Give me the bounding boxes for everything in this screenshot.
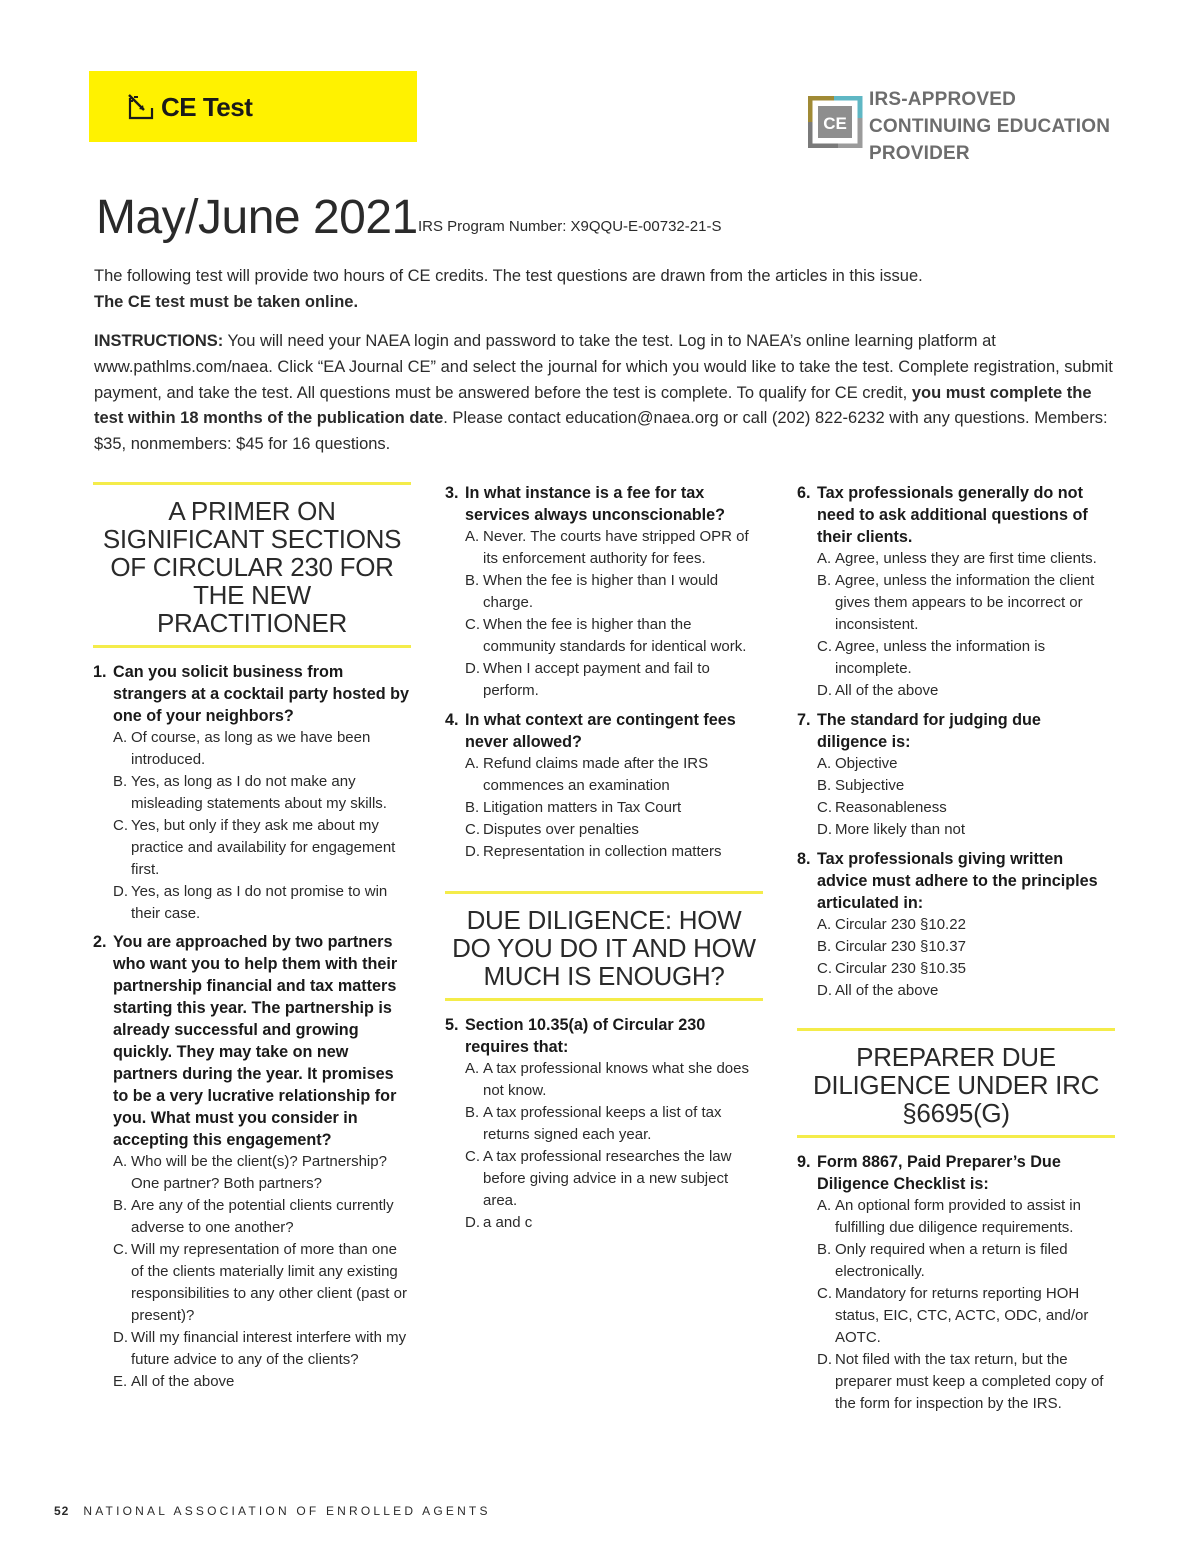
logo-text (869, 86, 1110, 167)
option-text: Of course, as long as we have been introduced. (131, 729, 371, 768)
option-text: When the fee is higher than I would charge. (483, 572, 719, 611)
section-heading: PREPARER DUE DILIGENCE UNDER IRC §6695(G) (797, 1028, 1115, 1138)
option-text: Who will be the client(s)? Partnership? One partner? Both partners? (131, 1153, 387, 1192)
option-letter: C. (817, 960, 832, 977)
answer-option (445, 1146, 763, 1212)
answer-option (93, 881, 411, 925)
footer-org: NATIONAL ASSOCIATION OF ENROLLED AGENTS (83, 1504, 491, 1518)
column-1 (93, 482, 411, 1393)
answer-option (797, 775, 1115, 797)
option-text: An optional form provided to assist in fulfilling due diligence requirements. (835, 1197, 1081, 1236)
answer-option (797, 819, 1115, 841)
option-text: Litigation matters in Tax Court (483, 799, 682, 816)
question-body: The standard for judging due diligence is: (817, 711, 1041, 751)
question-text (445, 482, 763, 526)
option-letter: B. (465, 1104, 480, 1121)
irs-provider-logo (808, 86, 1128, 166)
option-text: Subjective (835, 777, 905, 794)
logo-mark-text: CE (823, 114, 847, 133)
question (93, 661, 411, 925)
answer-option (445, 753, 763, 797)
option-text: All of the above (131, 1373, 235, 1390)
answer-option (93, 1371, 411, 1393)
badge-label: CE Test (161, 92, 253, 122)
logo-line: IRS-APPROVED (869, 89, 1017, 110)
question-text (93, 661, 411, 727)
answer-option (797, 914, 1115, 936)
answer-option (93, 1195, 411, 1239)
option-text: Reasonableness (835, 799, 947, 816)
option-text: When the fee is higher than the community standards for identical work. (483, 616, 747, 655)
question-body: In what instance is a fee for tax services always unconscionable? (465, 484, 726, 524)
question (797, 482, 1115, 702)
pencil-edit-icon (128, 94, 156, 125)
option-letter: C. (817, 638, 832, 655)
instructions-contact: . Please contact education@naea.org or call (202) 822-6232 with any questions. Members: $35, nonmembers: $45 for 16 questions. (94, 409, 1108, 454)
option-letter: C. (113, 817, 128, 834)
option-text: Circular 230 §10.22 (835, 916, 966, 933)
question (797, 1151, 1115, 1415)
option-text: Representation in collection matters (483, 843, 722, 860)
option-letter: D. (817, 982, 832, 999)
option-text: Yes, but only if they ask me about my practice and availability for engagement first. (131, 817, 396, 878)
option-text: Are any of the potential clients currently adverse to one another? (131, 1197, 394, 1236)
option-letter: A. (817, 1197, 832, 1214)
answer-option (445, 614, 763, 658)
question-text (445, 709, 763, 753)
question-text (797, 709, 1115, 753)
answer-option (797, 753, 1115, 775)
question-body: In what context are contingent fees never allowed? (465, 711, 736, 751)
option-letter: D. (817, 1351, 832, 1368)
instructions-label: INSTRUCTIONS: (94, 332, 224, 350)
column-2 (445, 482, 763, 1234)
answer-option (93, 771, 411, 815)
question (797, 848, 1115, 1002)
option-letter: D. (465, 660, 480, 677)
question (445, 709, 763, 863)
option-letter: B. (817, 777, 832, 794)
intro (94, 264, 1114, 315)
option-letter: D. (817, 821, 832, 838)
section-heading: A PRIMER ON SIGNIFICANT SECTIONS OF CIRCULAR 230 FOR THE NEW PRACTITIONER (93, 482, 411, 648)
option-text: All of the above (835, 982, 939, 999)
question-number: 5. (445, 1016, 459, 1034)
question-number: 6. (797, 484, 811, 502)
option-letter: D. (113, 1329, 128, 1346)
answer-option (93, 1327, 411, 1371)
option-letter: B. (465, 799, 480, 816)
answer-option (797, 980, 1115, 1002)
option-text: Circular 230 §10.35 (835, 960, 966, 977)
option-text: A tax professional knows what she does not know. (483, 1060, 749, 1099)
option-text: A tax professional researches the law before giving advice in a new subject area. (483, 1148, 732, 1209)
question-number: 8. (797, 850, 811, 868)
option-letter: B. (113, 773, 128, 790)
option-text: Agree, unless they are first time clients. (835, 550, 1097, 567)
answer-option (445, 1212, 763, 1234)
question (93, 931, 411, 1393)
option-letter: D. (113, 883, 128, 900)
answer-option (797, 958, 1115, 980)
question-text (797, 482, 1115, 548)
logo-line: CONTINUING EDUCATION (869, 116, 1111, 137)
answer-option (93, 815, 411, 881)
option-letter: B. (817, 938, 832, 955)
option-letter: E. (113, 1373, 128, 1390)
option-letter: D. (817, 682, 832, 699)
option-letter: D. (465, 1214, 480, 1231)
instructions (94, 329, 1114, 458)
option-letter: B. (113, 1197, 128, 1214)
question-body: Form 8867, Paid Preparer’s Due Diligence Checklist is: (817, 1153, 1061, 1193)
answer-option (797, 636, 1115, 680)
option-letter: A. (817, 916, 832, 933)
question-body: Tax professionals generally do not need to ask additional questions of their clients. (817, 484, 1088, 546)
option-letter: A. (465, 528, 480, 545)
option-text: Disputes over penalties (483, 821, 639, 838)
option-text: Objective (835, 755, 898, 772)
answer-option (93, 727, 411, 771)
question-number: 3. (445, 484, 459, 502)
program-number: IRS Program Number: X9QQU-E-00732-21-S (418, 218, 722, 235)
question-body: Section 10.35(a) of Circular 230 requires that: (465, 1016, 706, 1056)
question (445, 1014, 763, 1234)
option-text: A tax professional keeps a list of tax returns signed each year. (483, 1104, 722, 1143)
answer-option (445, 819, 763, 841)
option-letter: A. (113, 729, 128, 746)
answer-option (797, 1283, 1115, 1349)
option-text: Mandatory for returns reporting HOH status, EIC, CTC, ACTC, ODC, and/or AOTC. (835, 1285, 1089, 1346)
option-text: All of the above (835, 682, 939, 699)
question-number: 1. (93, 663, 107, 681)
answer-option (797, 1349, 1115, 1415)
question-text (797, 1151, 1115, 1195)
option-letter: C. (465, 616, 480, 633)
question-body: Can you solicit business from strangers at a cocktail party hosted by one of your neighbors? (113, 663, 409, 725)
question-body: You are approached by two partners who want you to help them with their partnership financial and tax matters starting this year. The partnership is already successful and growing quickly. They may take on new partners during the year. It promises to be a very lucrative relationship for you. What must you consider in accepting this engagement? (113, 933, 398, 1149)
option-letter: B. (817, 1241, 832, 1258)
answer-option (445, 797, 763, 819)
ce-logo-mark (808, 96, 864, 153)
option-letter: C. (113, 1241, 128, 1258)
option-letter: A. (465, 755, 480, 772)
answer-option (797, 1239, 1115, 1283)
option-text: Will my financial interest interfere with my future advice to any of the clients? (131, 1329, 407, 1368)
answer-option (93, 1151, 411, 1195)
instructions-deadline: you must complete the test within 18 months of the publication date (94, 383, 1092, 428)
intro-line: The following test will provide two hours of CE credits. The test questions are drawn from the articles in this issue. (94, 267, 923, 285)
option-text: Agree, unless the information the client gives them appears to be incorrect or inconsistent. (835, 572, 1095, 633)
option-letter: A. (465, 1060, 480, 1077)
option-letter: C. (817, 799, 832, 816)
option-letter: B. (817, 572, 832, 589)
answer-option (445, 1102, 763, 1146)
issue-title: May/June 2021 (96, 191, 418, 244)
answer-option (797, 548, 1115, 570)
question-text (445, 1014, 763, 1058)
option-text: Never. The courts have stripped OPR of its enforcement authority for fees. (483, 528, 749, 567)
page-number: 52 (54, 1504, 70, 1518)
answer-option (797, 797, 1115, 819)
intro-online-note: The CE test must be taken online. (94, 292, 359, 311)
question-text (93, 931, 411, 1151)
instructions-text: You will need your NAEA login and password to take the test. Log in to NAEA’s online learning platform at www.pathlms.com/naea. Click “EA Journal CE” and select the journal for which you would like to take the test. Complete registration, submit payment, and take the test. All questions must be answered before the test is complete. To qualify for CE credit, (94, 332, 1113, 402)
logo-line: PROVIDER (869, 143, 970, 164)
option-text: Not filed with the tax return, but the preparer must keep a completed copy of the form for inspection by the IRS. (835, 1351, 1104, 1412)
option-letter: C. (817, 1285, 832, 1302)
question-number: 4. (445, 711, 459, 729)
section-heading: DUE DILIGENCE: HOW DO YOU DO IT AND HOW MUCH IS ENOUGH? (445, 891, 763, 1001)
ce-test-badge (89, 71, 417, 142)
question-number: 7. (797, 711, 811, 729)
answer-option (797, 570, 1115, 636)
option-letter: A. (817, 550, 832, 567)
answer-option (797, 936, 1115, 958)
question (797, 709, 1115, 841)
option-text: Only required when a return is filed electronically. (835, 1241, 1068, 1280)
option-text: Circular 230 §10.37 (835, 938, 966, 955)
answer-option (797, 680, 1115, 702)
option-text: More likely than not (835, 821, 966, 838)
answer-option (445, 841, 763, 863)
option-text: When I accept payment and fail to perform. (483, 660, 710, 699)
question-text (797, 848, 1115, 914)
option-letter: C. (465, 821, 480, 838)
question-body: Tax professionals giving written advice must adhere to the principles articulated in: (817, 850, 1098, 912)
option-text: a and c (483, 1214, 533, 1231)
question-number: 2. (93, 933, 107, 951)
column-3 (797, 482, 1115, 1415)
page-footer (54, 1504, 491, 1518)
option-text: Agree, unless the information is incomplete. (835, 638, 1046, 677)
answer-option (445, 526, 763, 570)
option-text: Refund claims made after the IRS commences an examination (483, 755, 709, 794)
option-letter: B. (465, 572, 480, 589)
option-letter: A. (817, 755, 832, 772)
option-text: Yes, as long as I do not make any misleading statements about my skills. (131, 773, 387, 812)
answer-option (445, 658, 763, 702)
option-letter: C. (465, 1148, 480, 1165)
question-number: 9. (797, 1153, 811, 1171)
question (445, 482, 763, 702)
option-text: Will my representation of more than one of the clients materially limit any existing responsibilities to any other client (past or present)? (131, 1241, 407, 1324)
answer-option (93, 1239, 411, 1327)
answer-option (797, 1195, 1115, 1239)
option-letter: A. (113, 1153, 128, 1170)
option-text: Yes, as long as I do not promise to win their case. (131, 883, 388, 922)
answer-option (445, 570, 763, 614)
answer-option (445, 1058, 763, 1102)
option-letter: D. (465, 843, 480, 860)
